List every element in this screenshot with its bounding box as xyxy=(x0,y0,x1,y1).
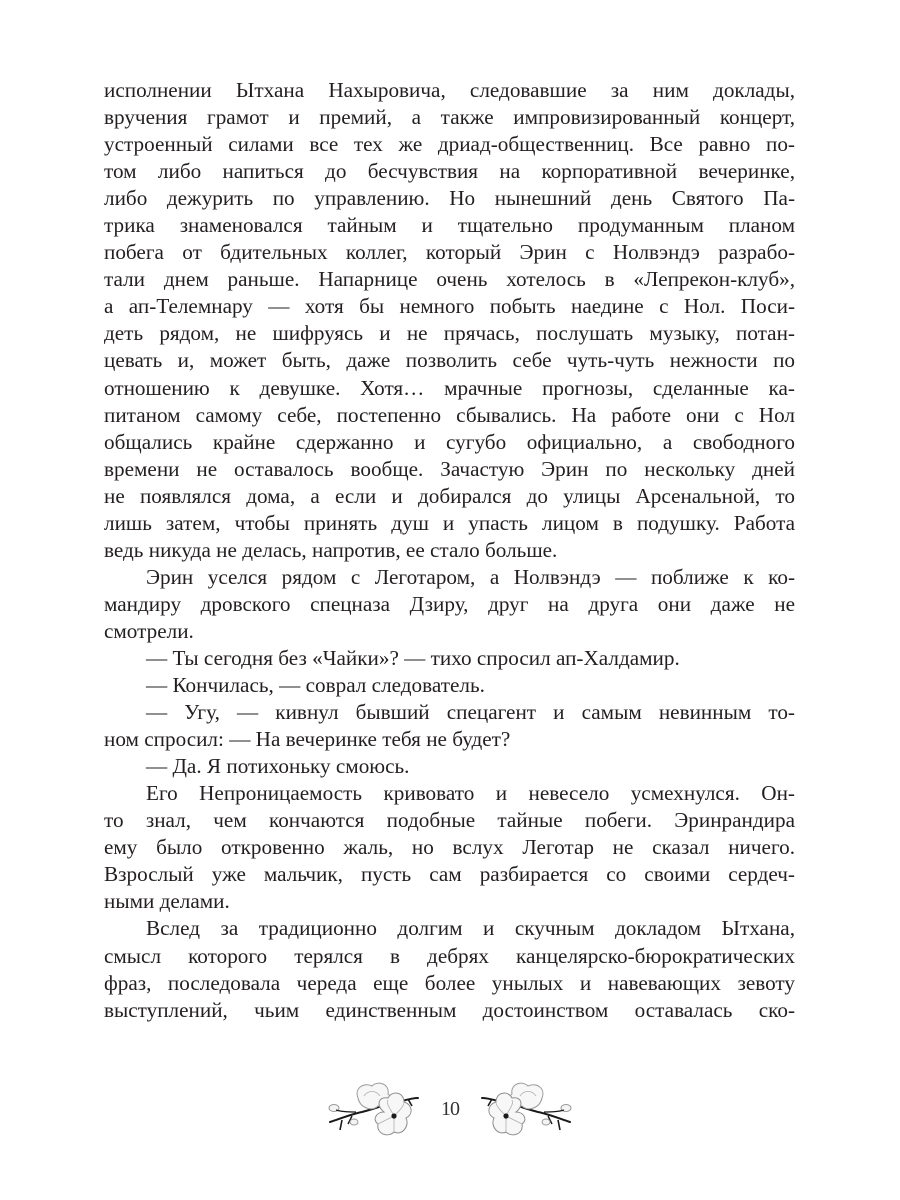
text-line: том либо напиться до бесчувствия на корпоративной вечеринке, xyxy=(104,159,795,184)
text-line: побега от бдительных коллег, который Эрин с Нолвэндэ разрабо- xyxy=(104,240,795,265)
paragraph-7 xyxy=(104,780,795,915)
text-line: либо дежурить по управлению. Но нынешний день Святого Па- xyxy=(104,186,795,211)
magnolia-branch-ornament-mirrored-icon xyxy=(480,1078,572,1142)
text-line: Вслед за традиционно долгим и скучным докладом Ытхана, xyxy=(146,916,795,941)
dialogue-line-3 xyxy=(104,699,795,753)
text-line: ему было откровенно жаль, но вслух Леготар не сказал ничего. xyxy=(104,835,795,860)
text-line: смысл которого терялся в дебрях канцелярско-бюрократических xyxy=(104,943,795,968)
text-line: — Ты сегодня без «Чайки»? — тихо спросил ап-Халдамир. xyxy=(146,645,680,670)
text-line: цевать и, может быть, даже позволить себе чуть-чуть нежности по xyxy=(104,348,795,373)
paragraph-1 xyxy=(104,77,795,564)
paragraph-2 xyxy=(104,564,795,645)
body-text xyxy=(104,77,795,1024)
text-line: фраз, последовала череда еще более унылых и навевающих зевоту xyxy=(104,970,795,995)
dialogue-line-1 xyxy=(104,645,795,672)
text-line: исполнении Ытхана Нахыровича, следовавшие за ним доклады, xyxy=(104,78,795,102)
dialogue-line-2 xyxy=(104,672,795,699)
text-line: — Угу, — кивнул бывший спецагент и самым невинным то- xyxy=(146,700,795,725)
text-line: — Кончилась, — соврал следователь. xyxy=(146,673,485,698)
text-line: Его Непроницаемость кривовато и невесело усмехнулся. Он- xyxy=(146,781,795,806)
dialogue-line-4 xyxy=(104,753,795,780)
text-line: общались крайне сдержанно и сугубо официально, а свободного xyxy=(104,429,795,454)
text-line: смотрели. xyxy=(104,618,194,643)
text-line: ными делами. xyxy=(104,889,230,914)
text-line: то знал, чем кончаются подобные тайные побеги. Эринрандира xyxy=(104,808,795,833)
paragraph-8 xyxy=(104,915,795,1023)
text-line: вручения грамот и премий, а также импровизированный концерт, xyxy=(104,105,795,130)
text-line: Эрин уселся рядом с Леготаром, а Нолвэндэ — поближе к ко- xyxy=(146,564,795,589)
text-line: трика знаменовался тайным и тщательно продуманным планом xyxy=(104,213,795,238)
text-line: Взрослый уже мальчик, пусть сам разбирается со своими сердеч- xyxy=(104,862,795,887)
text-line: мандиру дровского спецназа Дзиру, друг на друга они даже не xyxy=(104,591,795,616)
text-line: — Да. Я потихоньку смоюсь. xyxy=(146,754,410,779)
text-line: ведь никуда не делась, напротив, ее стало больше. xyxy=(104,537,558,562)
text-line: деть рядом, не шифруясь и не прячась, послушать музыку, потан- xyxy=(104,321,795,346)
page-number: 10 xyxy=(441,1098,459,1120)
text-line: тали днем раньше. Напарнице очень хотелось в «Лепрекон-клуб», xyxy=(104,267,795,292)
page-footer xyxy=(0,1078,900,1148)
magnolia-branch-ornament-icon xyxy=(328,1078,420,1142)
text-line: лишь затем, чтобы принять душ и упасть лицом в подушку. Работа xyxy=(104,510,795,535)
text-line: а ап-Телемнару — хотя бы немного побыть наедине с Нол. Поси- xyxy=(104,294,795,319)
text-line: не появлялся дома, а если и добирался до улицы Арсенальной, то xyxy=(104,483,795,508)
text-line: выступлений, чьим единственным достоинством оставалась ско- xyxy=(104,997,795,1022)
text-line: отношению к девушке. Хотя… мрачные прогнозы, сделанные ка- xyxy=(104,375,795,400)
text-line: ном спросил: — На вечеринке тебя не будет? xyxy=(104,727,511,752)
text-line: времени не оставалось вообще. Зачастую Эрин по нескольку дней xyxy=(104,456,795,481)
text-line: устроенный силами все тех же дриад-общественниц. Все равно по- xyxy=(104,132,795,157)
text-line: питаном самому себе, постепенно сбывались. На работе они с Нол xyxy=(104,402,795,427)
